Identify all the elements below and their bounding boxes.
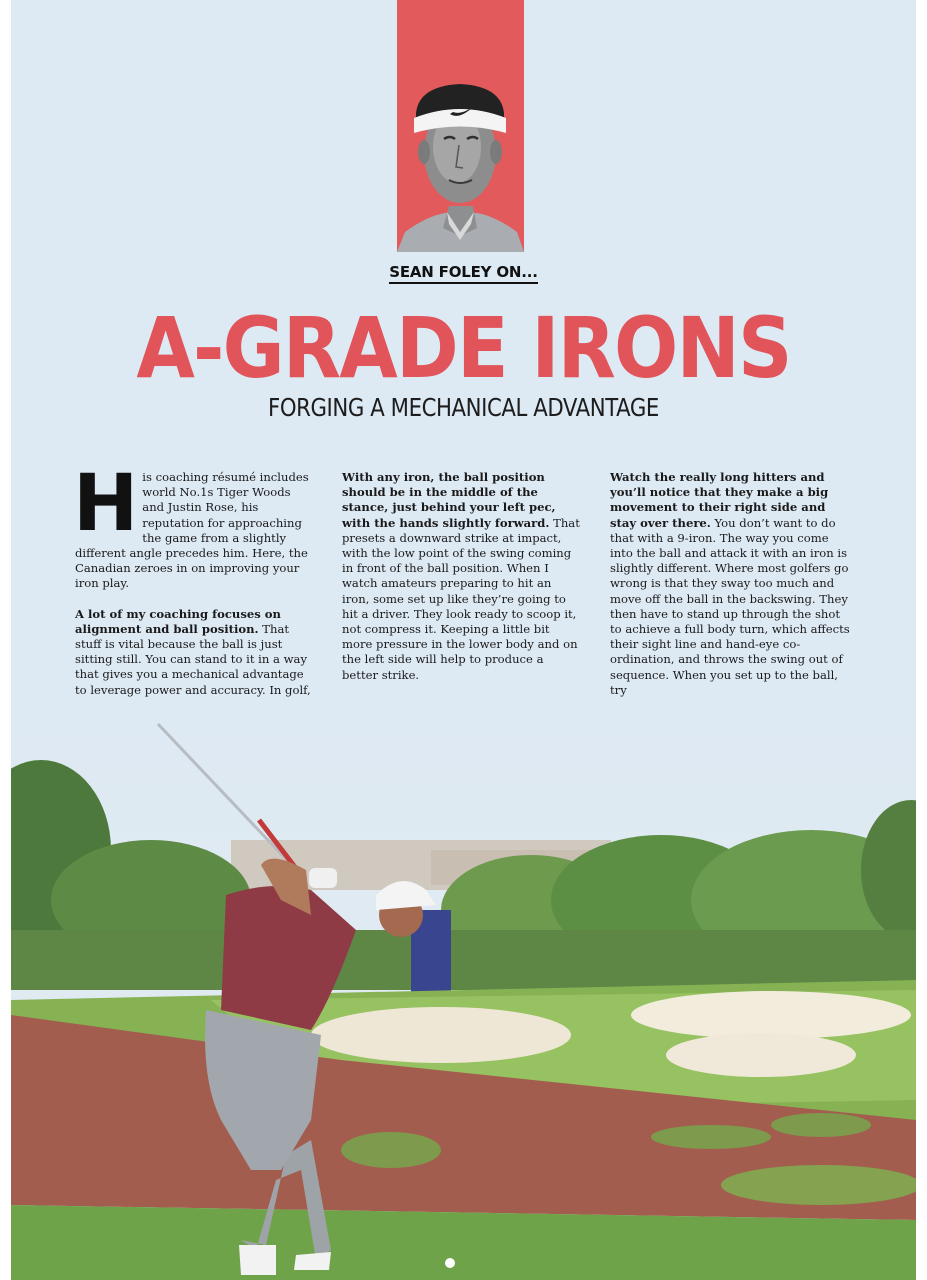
article-column-2 <box>342 470 582 698</box>
headline: A-GRADE IRONS <box>136 299 791 397</box>
coach-portrait-image <box>397 0 524 252</box>
subheadline: FORGING A MECHANICAL ADVANTAGE <box>268 393 659 422</box>
article-column-3 <box>610 470 850 713</box>
paragraph-ball-position: With any iron, the ball position should be in the middle of the stance, just behind your left pec, with the hands slightly forward. That presets a downward strike at impact, with the low point of the swing coming in front of the ball position. When I watch amateurs preparing to hit an iron, some set up like they’re going to hit a driver. They look ready to scoop it, not compress it. Keeping a little bit more pressure in the lower body and on the left side will help to produce a better strike. <box>342 470 580 682</box>
coach-portrait <box>397 0 524 252</box>
drop-cap: H <box>73 459 139 549</box>
paragraph-long-hitters: Watch the really long hitters and you’ll notice that they make a big movement to their right side and stay over there. You don’t want to do that with a 9-iron. The way you come into the ball and attack it with an iron is slightly different. Where most golfers go wrong is that they sway too much and move off the ball in the backswing. They then have to stand up through the shot to achieve a full body turn, which affects their sight line and hand-eye co-ordination, and throws the swing out of sequence. When you set up to the ball, try <box>610 470 850 697</box>
magazine-page <box>11 0 916 1280</box>
paragraph-alignment: A lot of my coaching focuses on alignment and ball position. That stuff is vital because the ball is just sitting still. You can stand to it in a way that gives you a mechanical advantage to leverage power and accuracy. In golf, <box>75 606 311 697</box>
intro-paragraph: His coaching résumé includes world No.1s Tiger Woods and Justin Rose, his reputation for approaching the game from a slightly different angle precedes him. Here, the Canadian zeroes in on improving your iron play. <box>73 459 309 591</box>
kicker: SEAN FOLEY ON... <box>11 263 916 281</box>
golfer-photo <box>11 700 916 1280</box>
